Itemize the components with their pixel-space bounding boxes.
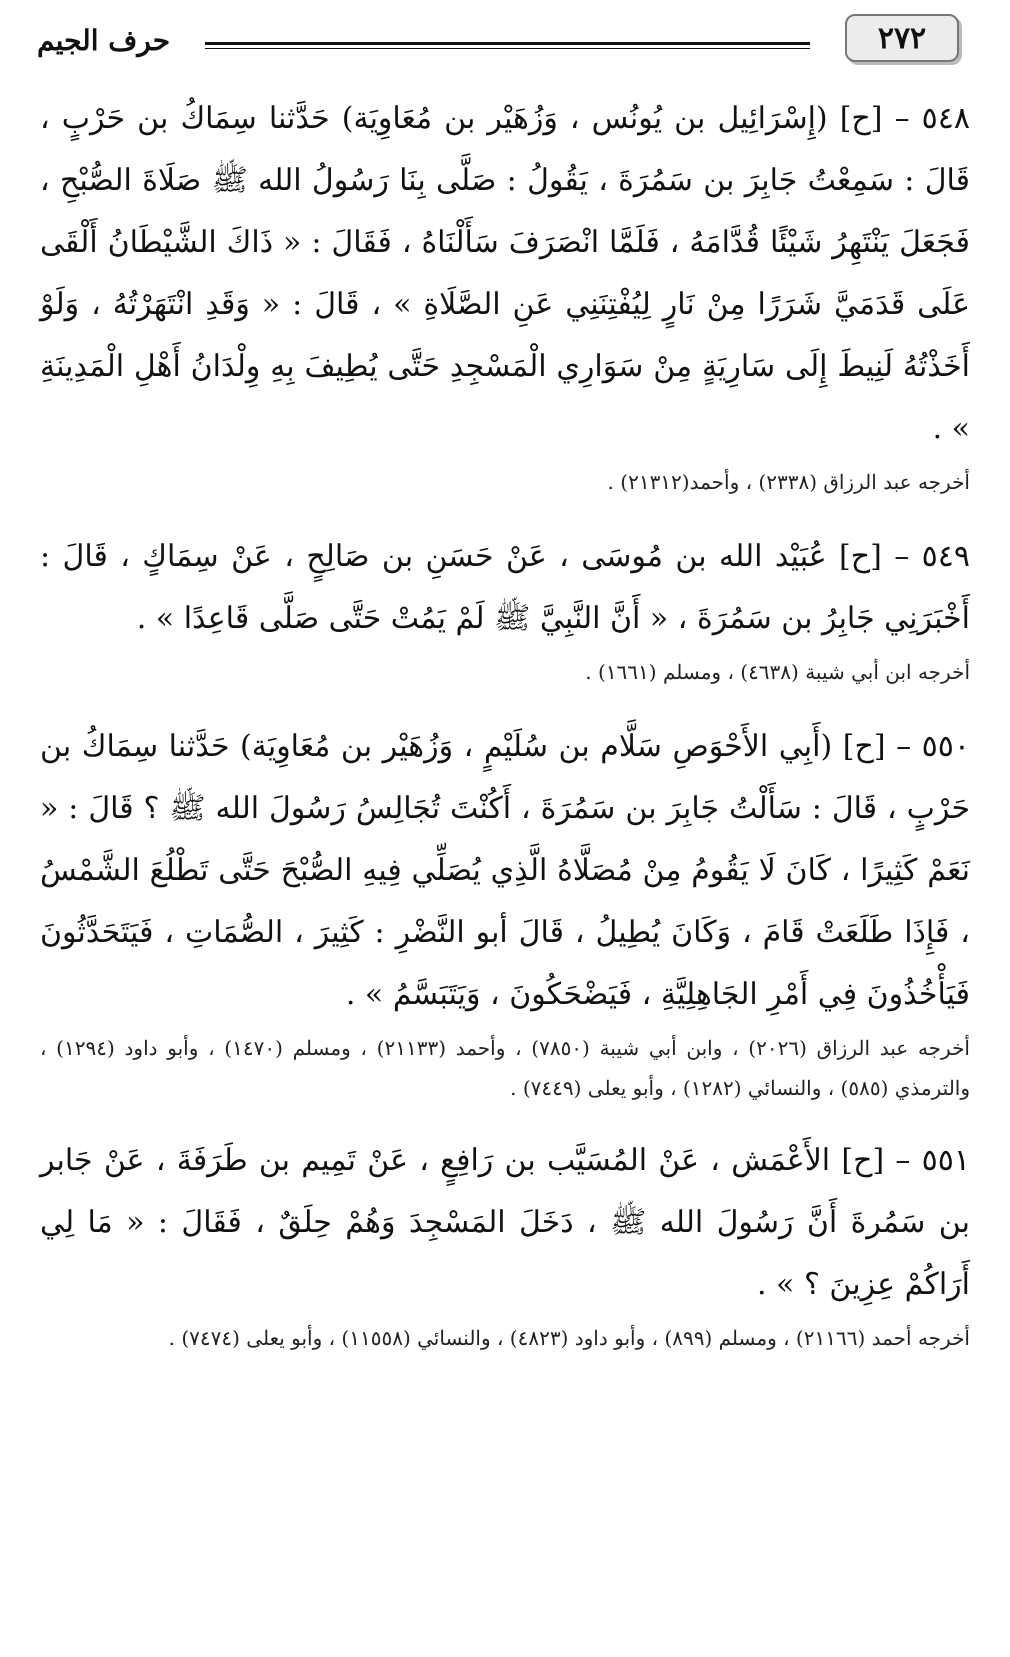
chapter-title: حرف الجيم	[37, 24, 170, 57]
page-header	[30, 8, 980, 68]
page-body	[40, 88, 970, 1376]
takhrij-549: أخرجه ابن أبي شيبة (٤٦٣٨) ، ومسلم (١٦٦١) .	[585, 660, 970, 684]
takhrij-548: أخرجه عبد الرزاق (٢٣٣٨) ، وأحمد(٢١٣١٢) .	[607, 470, 970, 494]
takhrij-550: أخرجه عبد الرزاق (٢٠٢٦) ، وابن أبي شيبة (٧٨٥٠) ، وأحمد (٢١١٣٣) ، ومسلم (١٤٧٠) ، وأبو داود (١٢٩٤) ، والترمذي (٥٨٥) ، والنسائي (١٢٨٢) ، وأبو يعلى (٧٤٤٩) .	[40, 1036, 970, 1100]
page-number-box	[845, 14, 959, 62]
page-number: ٢٧٢	[877, 20, 927, 56]
hadith-548: ٥٤٨ – [ح] (إِسْرَائِيل بن يُونُس ، وَزُهَيْر بن مُعَاوِيَة) حَدَّثنا سِمَاكُ بن حَرْبٍ ، قَالَ : سَمِعْتُ جَابِرَ بن سَمُرَةَ ، يَقُولُ : صَلَّى بِنَا رَسُولُ الله ﷺ صَلَاةَ الصُّبْحِ ، فَجَعَلَ يَنْتَهِرُ شَيْئًا قُدَّامَهُ ، فَلَمَّا انْصَرَفَ سَأَلْنَاهُ ، فَقَالَ : « ذَاكَ الشَّيْطَانُ أَلْقَى عَلَى قَدَمَيَّ شَرَرًا مِنْ نَارٍ لِيُفْتِنَنِي عَنِ الصَّلَاةِ » ، قَالَ : « وَقَدِ انْتَهَرْتُهُ ، وَلَوْ أَخَذْتُهُ لَنِيطَ إِلَى سَارِيَةٍ مِنْ سَوَارِي الْمَسْجِدِ حَتَّى يُطِيفَ بِهِ وِلْدَانُ أَهْلِ الْمَدِينَةِ » .	[40, 101, 970, 446]
hadith-549: ٥٤٩ – [ح] عُبَيْد الله بن مُوسَى ، عَنْ حَسَنِ بن صَالِحٍ ، عَنْ سِمَاكٍ ، قَالَ : أَخْبَرَنِي جَابِرُ بن سَمُرَةَ ، « أَنَّ النَّبِيَّ ﷺ لَمْ يَمُتْ حَتَّى صَلَّى قَاعِدًا » .	[40, 539, 970, 636]
takhrij-551: أخرجه أحمد (٢١١٦٦) ، ومسلم (٨٩٩) ، وأبو داود (٤٨٢٣) ، والنسائي (١١٥٥٨) ، وأبو يعلى (٧٤٧٤) .	[168, 1326, 970, 1350]
header-rule	[205, 42, 810, 49]
hadith-551: ٥٥١ – [ح] الأَعْمَش ، عَنْ المُسَيَّب بن رَافِعٍ ، عَنْ تَمِيم بن طَرَفَةَ ، عَنْ جَابر بن سَمُرةَ أَنَّ رَسُولَ الله ﷺ ، دَخَلَ المَسْجِدَ وَهُمْ حِلَقٌ ، فَقَالَ : « مَا لِي أَرَاكُمْ عِزِينَ ؟ » .	[40, 1143, 970, 1302]
hadith-550: ٥٥٠ – [ح] (أَبِي الأَحْوَصِ سَلَّام بن سُلَيْمٍ ، وَزُهَيْر بن مُعَاوِيَة) حَدَّثنا سِمَاكُ بن حَرْبٍ ، قَالَ : سَأَلْتُ جَابِرَ بن سَمُرَةَ ، أَكُنْتَ تُجَالِسُ رَسُولَ الله ﷺ ؟ قَالَ : « نَعَمْ كَثِيرًا ، كَانَ لَا يَقُومُ مِنْ مُصَلَّاهُ الَّذِي يُصَلِّي فِيهِ الصُّبْحَ حَتَّى تَطْلُعَ الشَّمْسُ ، فَإِذَا طَلَعَتْ قَامَ ، وَكَانَ يُطِيلُ ، قَالَ أبو النَّضْرِ : كَثِيرَ ، الصُّمَاتِ ، فَيَتَحَدَّثُونَ فَيَأْخُذُونَ فِي أَمْرِ الجَاهِلِيَّةِ ، فَيَضْحَكُونَ ، وَيَتَبَسَّمُ » .	[40, 729, 970, 1012]
